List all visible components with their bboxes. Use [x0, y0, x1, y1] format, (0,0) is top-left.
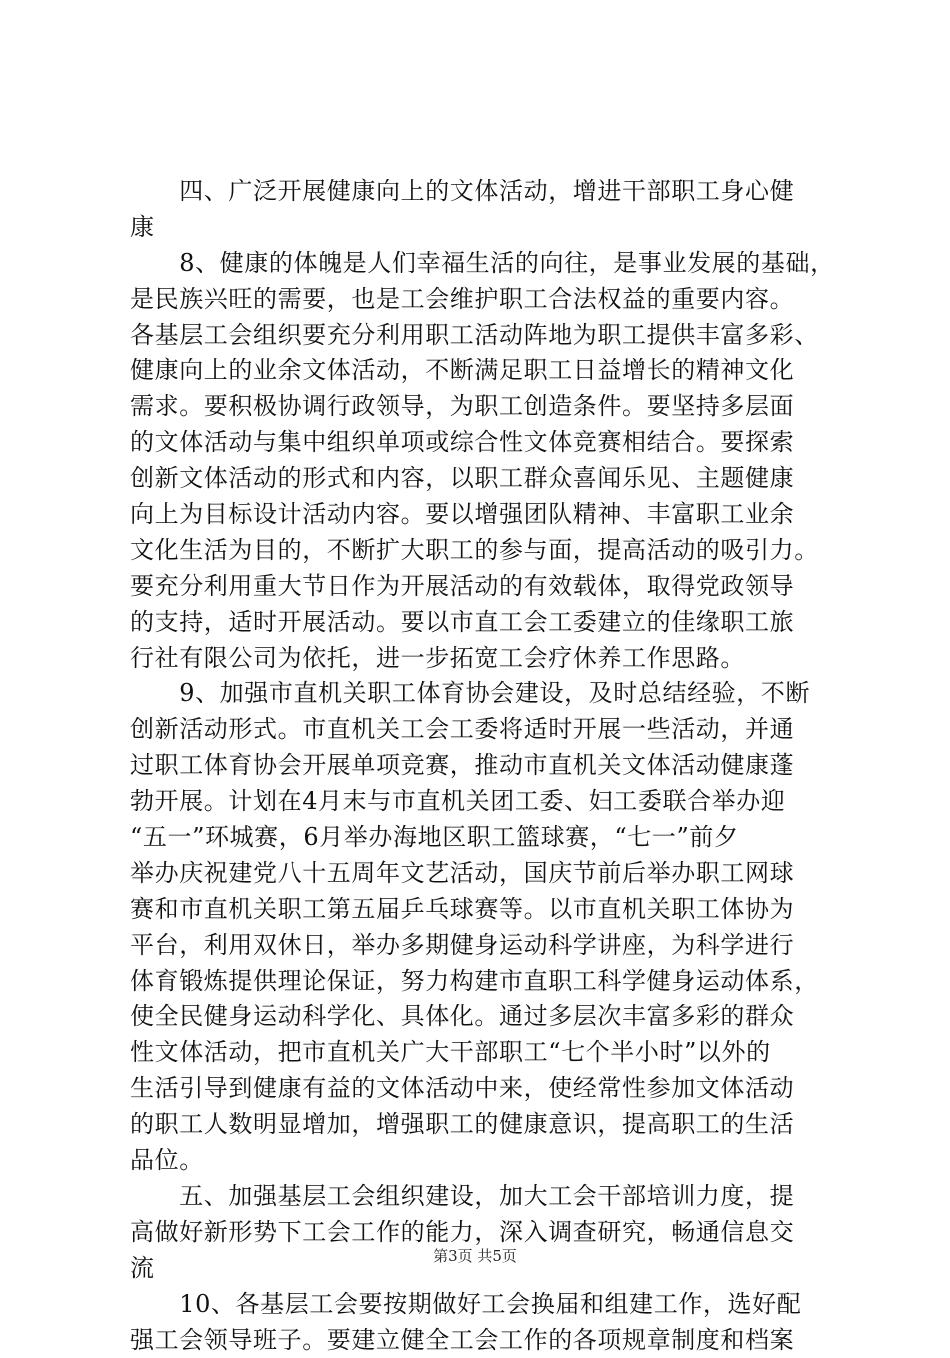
text-line: 10、各基层工会要按期做好工会换届和组建工作，选好配: [130, 1287, 830, 1323]
text-line: 赛和市直机关职工第五届乒乓球赛等。以市直机关职工体协为: [130, 892, 830, 928]
text-line: 康: [130, 210, 830, 246]
text-line: 9、加强市直机关职工体育协会建设，及时总结经验，不断: [130, 676, 830, 712]
text-line: 需求。要积极协调行政领导，为职工创造条件。要坚持多层面: [130, 389, 830, 425]
text-line: 使全民健身运动科学化、具体化。通过多层次丰富多彩的群众: [130, 999, 830, 1035]
text-line: 的职工人数明显增加，增强职工的健康意识，提高职工的生活: [130, 1107, 830, 1143]
text-line: 五、加强基层工会组织建设，加大工会干部培训力度，提: [130, 1179, 830, 1215]
text-line: 勃开展。计划在4月末与市直机关团工委、妇工委联合举办迎: [130, 784, 830, 820]
text-line: 四、广泛开展健康向上的文体活动，增进干部职工身心健: [130, 174, 830, 210]
text-line: 行社有限公司为依托，进一步拓宽工会疗休养工作思路。: [130, 641, 830, 677]
text-line: 的支持，适时开展活动。要以市直工会工委建立的佳缘职工旅: [130, 605, 830, 641]
page-footer: 第3页 共5页: [0, 1245, 950, 1266]
text-line: 各基层工会组织要充分利用职工活动阵地为职工提供丰富多彩、: [130, 318, 830, 354]
text-line: 平台，利用双休日，举办多期健身运动科学讲座，为科学进行: [130, 928, 830, 964]
text-line: “五一”环城赛，6月举办海地区职工篮球赛，“七一”前夕: [130, 820, 830, 856]
text-line: 要充分利用重大节日作为开展活动的有效载体，取得党政领导: [130, 569, 830, 605]
text-line: 高做好新形势下工会工作的能力，深入调查研究，畅通信息交: [130, 1215, 830, 1251]
text-line: 过职工体育协会开展单项竞赛，推动市直机关文体活动健康蓬: [130, 748, 830, 784]
text-line: 创新活动形式。市直机关工会工委将适时开展一些活动，并通: [130, 712, 830, 748]
text-line: 强工会领导班子。要建立健全工会工作的各项规章制度和档案: [130, 1323, 830, 1358]
text-line: 体育锻炼提供理论保证，努力构建市直职工科学健身运动体系，: [130, 964, 830, 1000]
text-line: 生活引导到健康有益的文体活动中来，使经常性参加文体活动: [130, 1071, 830, 1107]
text-line: 8、健康的体魄是人们幸福生活的向往，是事业发展的基础，: [130, 246, 830, 282]
document-body: [130, 174, 830, 1358]
text-line: 的文体活动与集中组织单项或综合性文体竞赛相结合。要探索: [130, 425, 830, 461]
text-line: 是民族兴旺的需要，也是工会维护职工合法权益的重要内容。: [130, 282, 830, 318]
text-line: 性文体活动，把市直机关广大干部职工“七个半小时”以外的: [130, 1035, 830, 1071]
text-line: 举办庆祝建党八十五周年文艺活动，国庆节前后举办职工网球: [130, 856, 830, 892]
text-line: 健康向上的业余文体活动，不断满足职工日益增长的精神文化: [130, 353, 830, 389]
text-line: 创新文体活动的形式和内容，以职工群众喜闻乐见、主题健康: [130, 461, 830, 497]
text-line: 向上为目标设计活动内容。要以增强团队精神、丰富职工业余: [130, 497, 830, 533]
text-line: 流: [130, 1251, 830, 1287]
text-line: 文化生活为目的，不断扩大职工的参与面，提高活动的吸引力。: [130, 533, 830, 569]
text-line: 品位。: [130, 1143, 830, 1179]
